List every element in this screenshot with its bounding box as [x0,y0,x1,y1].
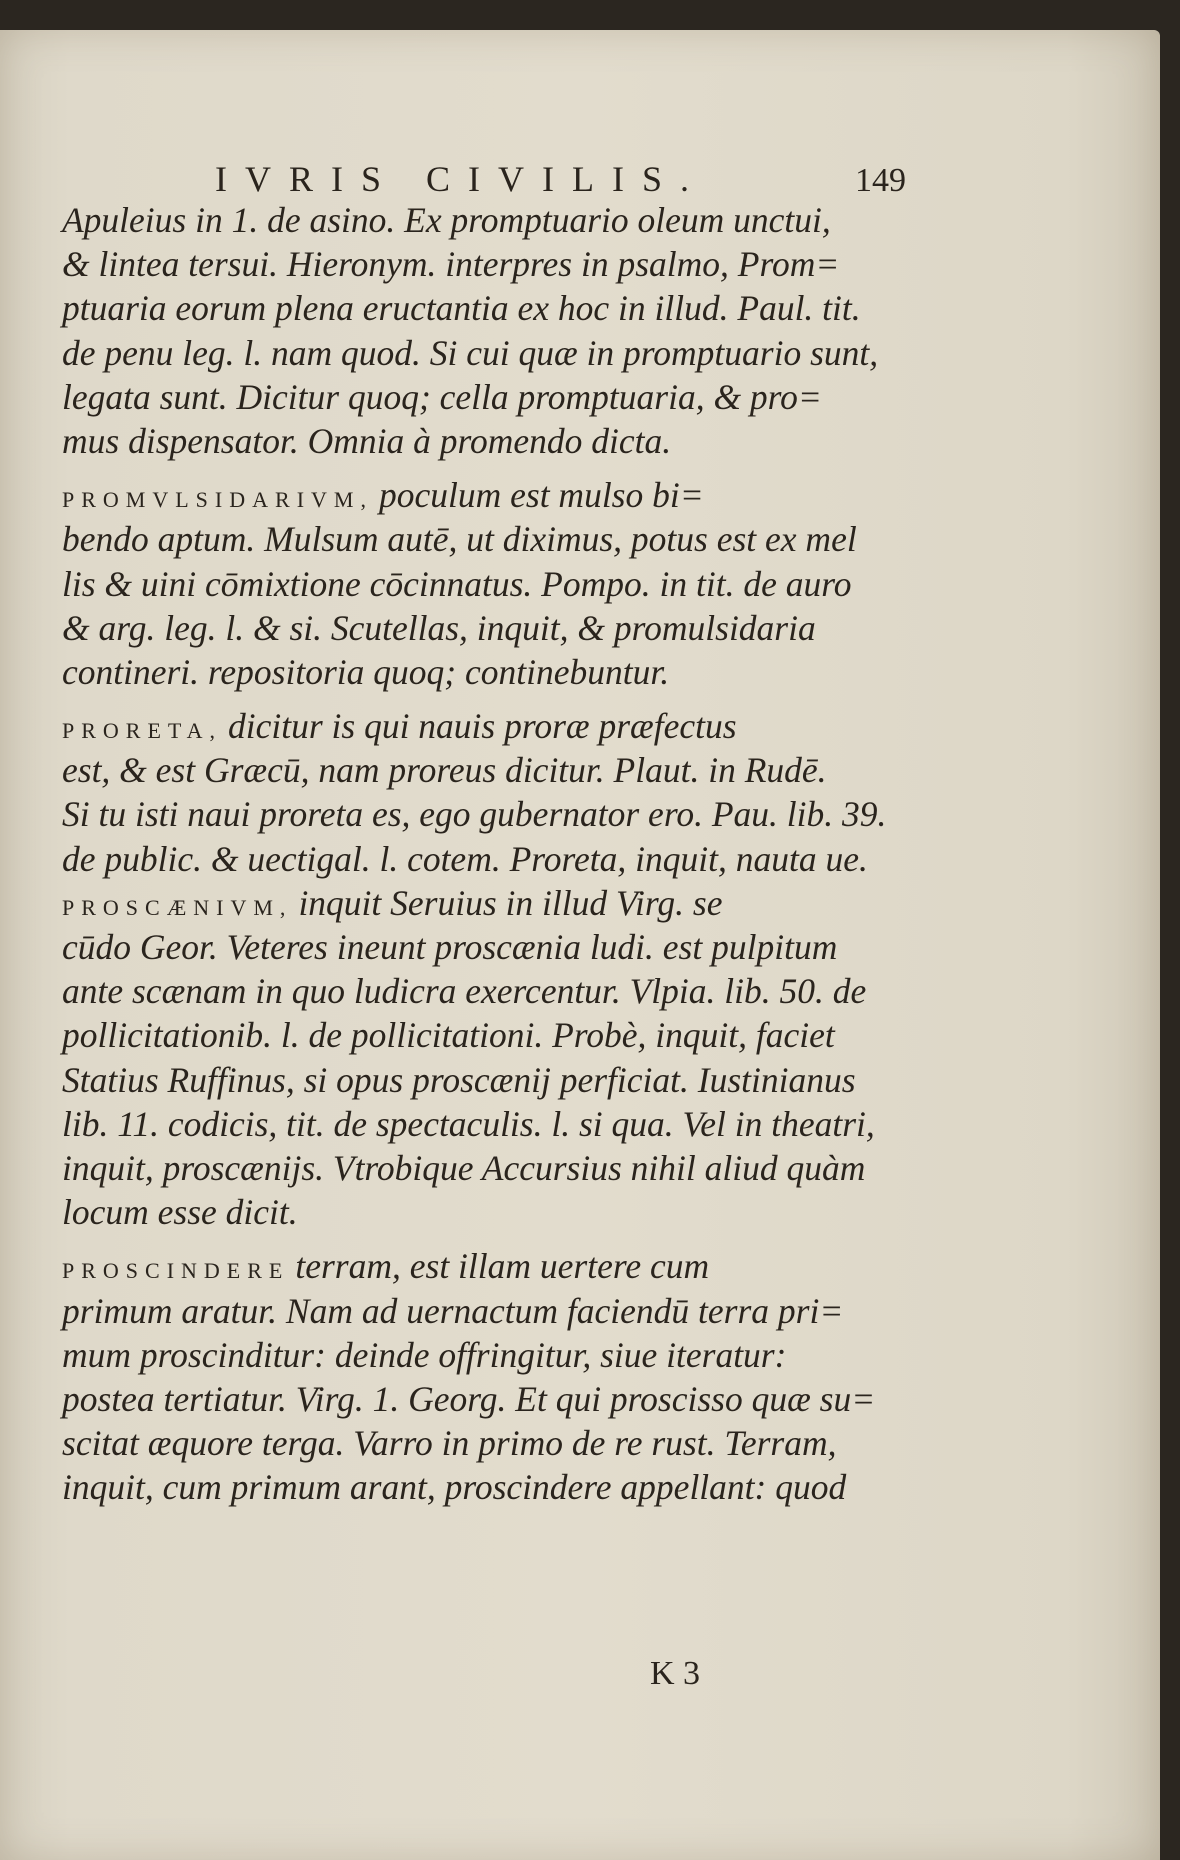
page-number: 149 [855,162,906,199]
text-line: lib. 11. codicis, tit. de spectaculis. l. si qua. Vel in theatri, [62,1103,875,1144]
text-line: mus dispensator. Omnia à promendo dicta. [62,420,672,461]
text-line: & lintea tersui. Hieronym. interpres in psalmo, Prom= [62,244,840,285]
text-line: Apuleius in 1. de asino. Ex promptuario oleum unctui, [62,200,831,240]
entry-text: inquit Seruius in illud Virg. se [298,882,723,923]
text-line: inquit, proscænijs. Vtrobique Accursius nihil aliud quàm [62,1147,866,1188]
running-title: IVRIS CIVILIS. [215,159,707,199]
text-line: mum proscinditur: deinde offringitur, siue iteratur: [62,1334,787,1375]
entry-text: dicitur is qui nauis proræ præfectus [227,706,737,747]
signature-mark: K 3 [650,1655,701,1692]
text-line: locum esse dicit. [62,1192,298,1233]
text-line: lis & uini cōmixtione cōcinnatus. Pompo. in tit. de auro [62,563,852,604]
entry-first-line [62,473,897,517]
text-line: pollicitationib. l. de pollicitationi. Probè, inquit, faciet [62,1015,835,1056]
entry-first-line [62,704,897,748]
text-line: inquit, cum primum arant, proscindere appellant: quod [62,1467,847,1508]
text-line: de public. & uectigal. l. cotem. Proreta, inquit, nauta ue. [62,838,868,879]
text-line: bendo aptum. Mulsum autē, ut diximus, potus est ex mel [62,519,857,560]
text-line: ptuaria eorum plena eructantia ex hoc in illud. Paul. tit. [62,288,861,329]
book-page [0,30,1160,1860]
text-line: cūdo Geor. Veteres ineunt proscænia ludi. est pulpitum [62,927,838,967]
text-line: primum aratur. Nam ad uernactum faciendū terra pri= [62,1290,844,1331]
entry-lemma: PROSCÆNIVM, [62,894,293,920]
entry-text: poculum est mulso bi= [378,475,704,516]
entry-lemma: PROMVLSIDARIVM, [62,487,373,513]
text-line: Statius Ruffinus, si opus proscænij perficiat. Iustinianus [62,1059,856,1100]
entry-first-line [62,881,897,925]
entry-text: terram, est illam uertere cum [295,1246,710,1287]
text-line: legata sunt. Dicitur quoq; cella promptuaria, & pro= [62,376,822,417]
entry-lemma: PRORETA, [62,718,222,744]
text-line: & arg. leg. l. & si. Scutellas, inquit, & promulsidaria [62,607,816,648]
text-line: contineri. repositoria quoq; continebuntur. [62,651,670,692]
text-line: Si tu isti naui proreta es, ego gubernator ero. Pau. lib. 39. [62,794,887,835]
text-line: est, & est Græcū, nam proreus dicitur. Plaut. in Rudē. [62,750,827,791]
text-line: de penu leg. l. nam quod. Si cui quæ in promptuario sunt, [62,332,879,373]
entry-first-line [62,1244,897,1288]
text-line: ante scænam in quo ludicra exercentur. Vlpia. lib. 50. de [62,971,867,1012]
entry-lemma: PROSCINDERE [62,1258,290,1284]
text-line: scitat æquore terga. Varro in primo de re rust. Terram, [62,1423,837,1464]
page-body [62,198,897,1509]
text-line: postea tertiatur. Virg. 1. Georg. Et qui proscisso quæ su= [62,1378,876,1419]
